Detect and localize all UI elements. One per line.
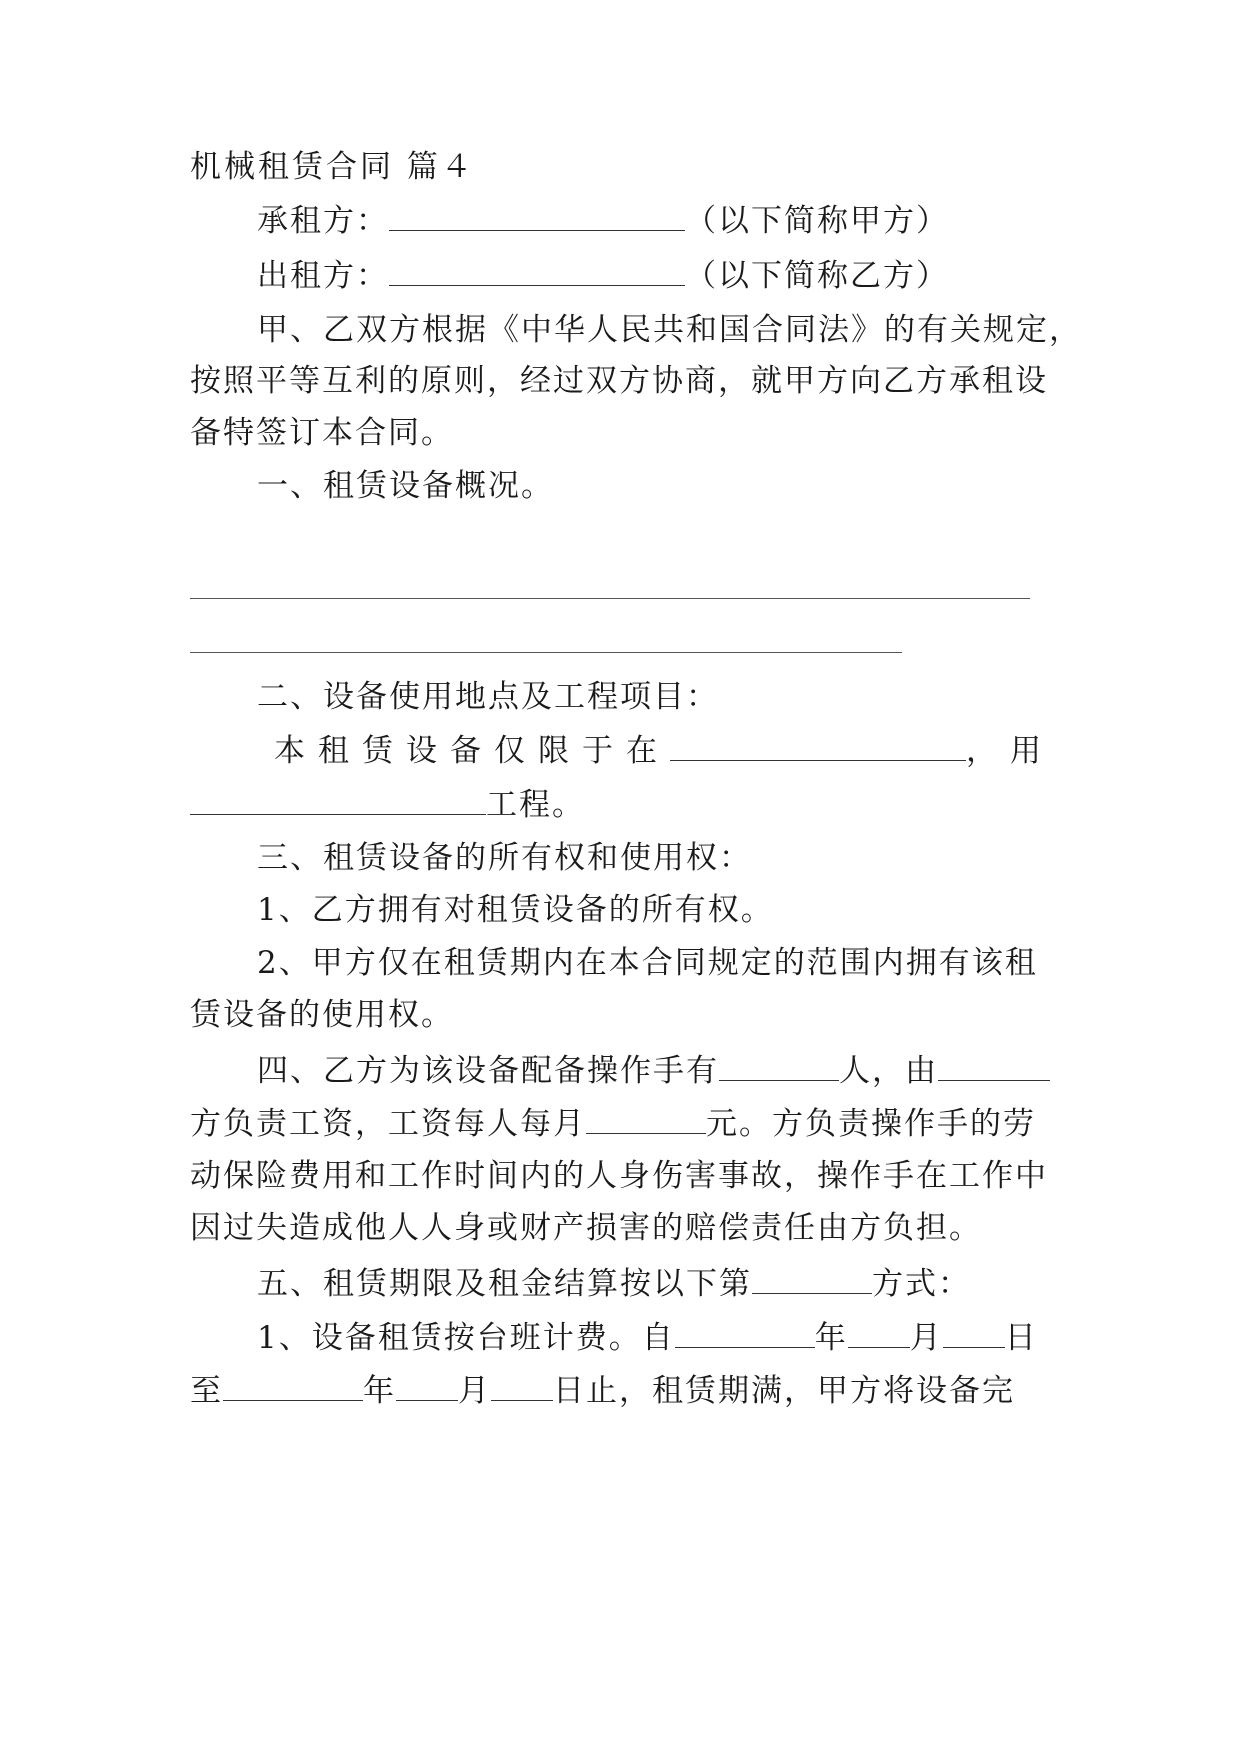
settlement-text: 五、租赁期限及租金结算按以下第 (257, 1266, 752, 1302)
end-month-blank[interactable] (396, 1370, 458, 1401)
start-day-blank[interactable] (943, 1317, 1005, 1348)
intro-line-3: 备特签订本合同。 (190, 415, 454, 451)
lessee-label: 承租方： (257, 203, 389, 239)
lessor-line (190, 255, 1127, 296)
usage-purpose-text: ，用 (966, 733, 1054, 769)
lessee-blank[interactable] (389, 200, 685, 231)
section-3-item-1: 1、乙方拥有对租赁设备的所有权。 (257, 892, 774, 928)
operator-by-text: 人，由 (839, 1053, 938, 1089)
settlement-option-blank[interactable] (752, 1263, 872, 1294)
section-2-line-2 (190, 784, 1060, 825)
operator-text: 四、乙方为该设备配备操作手有 (257, 1053, 719, 1089)
start-year-blank[interactable] (675, 1317, 815, 1348)
start-year-label: 年 (814, 1320, 848, 1356)
section-4-line-3: 动保险费用和工作时间内的人身伤害事故，操作手在工作中 (190, 1158, 1048, 1194)
section-5-item-1-line-2 (190, 1370, 1060, 1411)
settlement-suffix: 方式： (872, 1266, 971, 1302)
lessor-label: 出租方： (257, 258, 389, 294)
section-3-heading: 三、租赁设备的所有权和使用权： (257, 840, 752, 876)
document-title: 机械租赁合同 篇４ (190, 149, 475, 185)
end-date-prefix: 至 (190, 1373, 223, 1409)
section-2-line-1 (190, 730, 1144, 771)
project-suffix: 工程。 (486, 787, 585, 823)
section-4-line-1 (190, 1050, 1127, 1091)
equipment-blank-line-2[interactable] (190, 652, 902, 653)
operator-count-blank[interactable] (719, 1050, 839, 1081)
section-3-item-2-line-1: 2、甲方仅在租赁期内在本合同规定的范围内拥有该租 (257, 945, 1038, 981)
lessee-line (190, 200, 1127, 241)
section-2-heading: 二、设备使用地点及工程项目： (257, 679, 719, 715)
section-3-item-2-line-2: 赁设备的使用权。 (190, 997, 454, 1033)
start-month-label: 月 (909, 1320, 943, 1356)
end-month-label: 月 (458, 1373, 491, 1409)
end-date-suffix: 日止，租赁期满，甲方将设备完 (553, 1373, 1015, 1409)
section-5-heading (190, 1263, 1127, 1304)
monthly-wage-blank[interactable] (586, 1103, 706, 1134)
wage-party-blank[interactable] (938, 1050, 1050, 1081)
section-4-line-2 (190, 1103, 1060, 1144)
usage-location-blank[interactable] (670, 730, 966, 761)
lessee-suffix: （以下简称甲方） (685, 203, 949, 239)
lessor-blank[interactable] (389, 255, 685, 286)
end-year-blank[interactable] (223, 1370, 363, 1401)
section-4-line-4: 因过失造成他人人身或财产损害的赔偿责任由方负担。 (190, 1210, 982, 1246)
project-blank[interactable] (190, 784, 486, 815)
intro-line-2: 按照平等互利的原则，经过双方协商，就甲方向乙方承租设 (190, 363, 1048, 399)
start-day-label: 日 (1004, 1320, 1038, 1356)
section-1-heading: 一、租赁设备概况。 (257, 468, 554, 504)
end-day-blank[interactable] (491, 1370, 553, 1401)
start-date-text: 1、设备租赁按台班计费。自 (257, 1320, 675, 1356)
end-year-label: 年 (363, 1373, 396, 1409)
intro-line-1: 甲、乙双方根据《中华人民共和国合同法》的有关规定， (257, 312, 1082, 348)
wage-text: 方负责工资，工资每人每月 (190, 1106, 586, 1142)
usage-location-text: 本租赁设备仅限于在 (274, 733, 670, 769)
section-5-item-1-line-1 (190, 1317, 1127, 1358)
equipment-blank-line-1[interactable] (190, 598, 1030, 599)
wage-suffix: 元。方负责操作手的劳 (706, 1106, 1036, 1142)
start-month-blank[interactable] (848, 1317, 910, 1348)
lessor-suffix: （以下简称乙方） (685, 258, 949, 294)
